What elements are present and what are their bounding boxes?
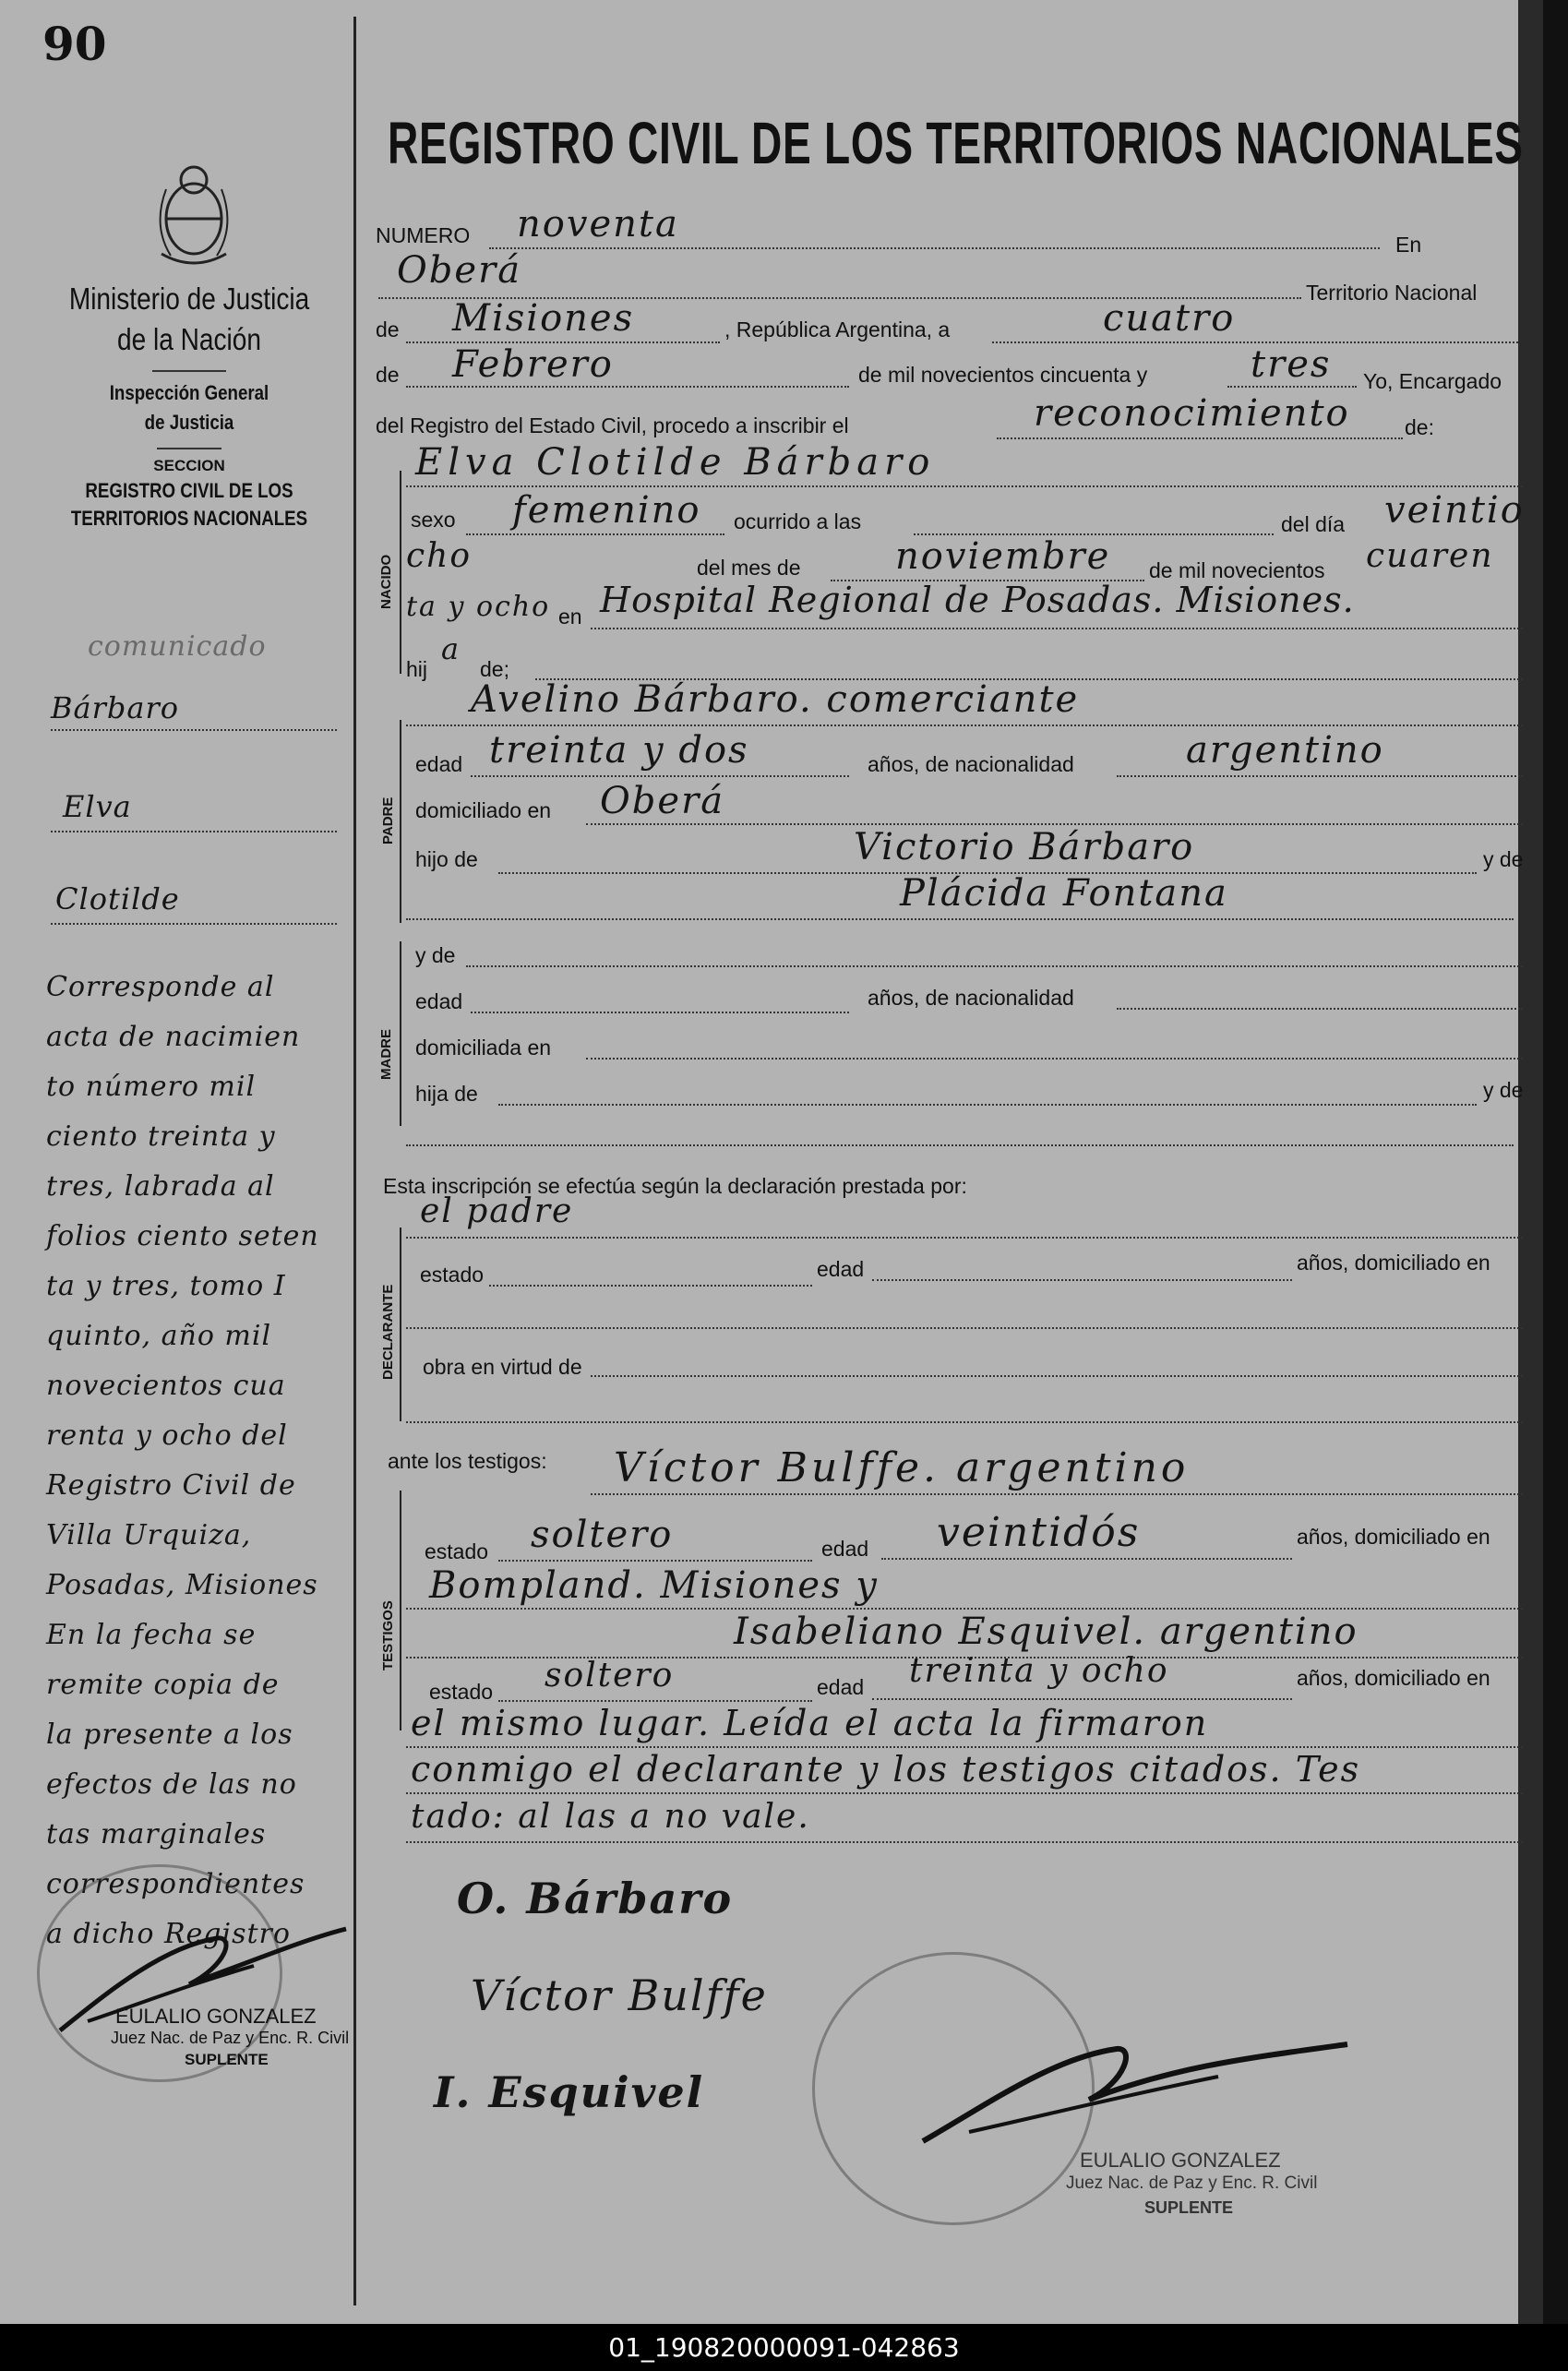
margin-note-line: Posadas, Misiones [46,1569,318,1601]
margin-note-line: ta y tres, tomo I [46,1270,286,1302]
closing3-line [406,1841,1523,1843]
ministry-block [37,281,341,531]
estado2-label: estado [425,1539,489,1563]
registro-label: del Registro del Estado Civil, procedo a inscribir el [376,413,849,437]
ocurrido-label: ocurrido a las [734,509,862,533]
margin-note-line: la presente a los [46,1718,293,1751]
t1-dom-line [406,1608,1523,1610]
margin-note-line: correspondientes [46,1868,305,1900]
t2-estado: soltero [545,1657,675,1694]
official-stamp-name: EULALIO GONZALEZ [1080,2149,1281,2172]
place-born-line [591,628,1523,629]
margin-surname-line [51,729,337,731]
nacido-label: NACIDO [378,554,394,609]
estado3-label: estado [429,1680,494,1704]
de-label: de [376,317,400,341]
edad3-line [872,1279,1292,1281]
de3-label: de: [1405,415,1434,439]
edad2-label: edad [415,989,463,1013]
madre-bracket [400,941,401,1126]
sexo-line [466,533,724,535]
father-value: Avelino Bárbaro. comerciante [471,678,1080,721]
de2-label: de [376,363,400,387]
month-born-value: noviembre [895,535,1111,578]
father-nat-line [1117,775,1523,777]
del-dia-label: del día [1281,512,1346,536]
sexo-label: sexo [411,508,456,532]
t1-estado: soltero [531,1514,674,1556]
closing3: tado: al las a no vale. [411,1798,810,1836]
margin-note-line: a dicho Registro [46,1918,291,1950]
hija-de-label: hija de [415,1082,478,1106]
de4-label: de; [480,657,509,681]
inspection-line1: Inspección General [109,381,269,404]
official-stamp-sub: SUPLENTE [1144,2198,1234,2217]
encargado-label: Yo, Encargado [1363,369,1502,393]
padre-label: PADRE [380,796,396,844]
republica-label: , República Argentina, a [724,317,951,341]
inspection-line2: de Justicia [144,411,234,434]
margin-first-name-line [51,831,337,832]
anos-dom2-label: años, domiciliado en [1297,1525,1490,1549]
day-born-value: veintio [1384,489,1525,532]
declarante-line [406,1237,1523,1239]
margin-note-line: renta y ocho del [46,1419,288,1452]
margin-stamp-name: EULALIO GONZALEZ [115,2005,317,2028]
margin-note-line: acta de nacimien [46,1021,301,1053]
hij-value: a [441,631,461,666]
father-dom-line [586,823,1523,825]
page-number: 90 [42,17,107,71]
edad-label: edad [415,752,463,776]
ante-label: ante los testigos: [388,1449,547,1473]
act-line [997,437,1403,439]
edad5-label: edad [817,1675,865,1699]
t2-estado-line [498,1700,812,1702]
registry-line2: TERRITORIOS NACIONALES [70,507,308,530]
en-label2: en [558,605,582,629]
declarante-value: el padre [420,1192,574,1230]
closing1-line [406,1746,1523,1748]
estado-line [489,1285,812,1287]
official-stamp-role: Juez Nac. de Paz y Enc. R. Civil [1066,2173,1318,2193]
margin-note-line: Corresponde al [46,971,275,1003]
margin-first-name: Elva [63,789,132,824]
testigos-label: TESTIGOS [380,1600,396,1670]
testigo1-line [591,1493,1523,1495]
anos-dom3-label: años, domiciliado en [1297,1666,1490,1690]
testigo1: Víctor Bulffe. argentino [614,1444,1190,1491]
margin-note-line: tres, labrada al [46,1170,275,1203]
month-line [406,386,849,388]
margin-note-line: tas marginales [46,1818,267,1850]
place-value: Oberá [397,249,522,292]
year-label: de mil novecientos cincuenta y [858,363,1148,387]
grandmother-line [406,918,1514,920]
y-de2-label: y de [415,943,456,967]
madre-nat-line [1117,1008,1523,1010]
coat-of-arms-icon [143,152,245,272]
official-signature [914,2030,1357,2150]
de-mil-label: de mil novecientos [1149,558,1325,582]
testigos-bracket [400,1491,401,1730]
signature-witness1: Víctor Bulffe [471,1970,768,2020]
grandmother: Plácida Fontana [900,872,1228,915]
margin-note-line: ciento treinta y [46,1120,276,1153]
year-line [1227,386,1357,388]
numero-label: NUMERO [376,223,471,247]
en-label: En [1395,233,1422,257]
dom-line [406,1327,1523,1329]
margin-note-line: En la fecha se [46,1619,257,1651]
year-born-value: cuaren [1366,537,1494,575]
hijo-de-label: hijo de [415,847,478,871]
document-title: REGISTRO CIVIL DE LOS TERRITORIOS NACIONALES [388,110,1524,176]
person-name-line [406,485,1523,487]
territorio-label: Territorio Nacional [1306,281,1478,305]
obra-line [591,1375,1523,1377]
hij-label: hij [406,657,428,681]
father-nat: argentino [1186,729,1384,772]
nacido-bracket [400,471,401,674]
testigo2: Isabeliano Esquivel. argentino [734,1611,1359,1653]
father-age-line [471,775,849,777]
person-name: Elva Clotilde Bárbaro [415,441,936,484]
obra-label: obra en virtud de [423,1355,582,1379]
margin-stamp-role: Juez Nac. de Paz y Enc. R. Civil [111,2029,350,2047]
t2-age-line [872,1698,1292,1700]
margin-note-line: efectos de las no [46,1768,297,1801]
father-line [406,724,1523,726]
grandfather: Victorio Bárbaro [854,826,1195,868]
numero-line [489,247,1380,249]
y-de-label: y de [1483,847,1524,871]
anos-nac2-label: años, de nacionalidad [868,986,1074,1010]
domiciliado-label: domiciliado en [415,798,552,822]
t1-dom: Bompland. Misiones y [429,1564,879,1607]
closing2: conmigo el declarante y los testigos citados. Tes [411,1749,1361,1790]
madre-dom-line [586,1058,1523,1060]
day-born-value2: cho [406,537,473,575]
madre-parents-line [498,1104,1477,1106]
section-label: SECCION [153,457,225,474]
act-value: reconocimiento [1034,392,1350,435]
declarante-label: DECLARANTE [380,1284,396,1380]
madre-line1 [466,965,1523,967]
margin-note-line: remite copia de [46,1669,280,1701]
anos-dom-label: años, domiciliado en [1297,1251,1490,1275]
ministry-line2: de la Nación [117,322,261,356]
father-dom: Oberá [600,780,725,822]
madre-label: MADRE [378,1029,394,1080]
margin-comunicado: comunicado [88,630,267,663]
margin-note-line: folios ciento seten [46,1220,319,1252]
margin-note-line: to número mil [46,1071,257,1103]
anos-nac-label: años, de nacionalidad [868,752,1074,776]
registry-line1: REGISTRO CIVIL DE LOS [85,479,293,502]
closing2-line [406,1792,1523,1794]
margin-stamp-sub: SUPLENTE [185,2051,269,2068]
closing1: el mismo lugar. Leída el acta la firmaron [411,1703,1209,1743]
t1-age-line [881,1558,1292,1560]
numero-value: noventa [517,203,679,245]
sexo-value: femenino [512,489,701,532]
margin-note-line: quinto, año mil [46,1320,272,1352]
estado-label: estado [420,1263,485,1287]
y-de3-label: y de [1483,1078,1524,1102]
binding-shadow [1518,0,1543,2324]
month-value: Febrero [452,343,614,386]
t2-age: treinta y ocho [909,1652,1169,1690]
ministry-line1: Ministerio de Justicia [68,281,310,316]
del-mes-label: del mes de [697,556,801,580]
domiciliada-label: domiciliada en [415,1036,552,1060]
ministry-divider [152,370,226,372]
t1-estado-line [498,1560,812,1562]
madre-age-line [471,1012,849,1013]
margin-note-line: Villa Urquiza, [46,1519,252,1551]
madre-parents-line2 [406,1144,1514,1146]
edad4-label: edad [821,1537,869,1561]
year-born-value2: ta y ocho [406,591,551,623]
declarante-bracket [400,1227,401,1421]
place-born-value: Hospital Regional de Posadas. Misiones. [600,580,1355,620]
day-value: cuatro [1103,297,1236,340]
ministry-divider2 [157,448,221,449]
margin-note-line: novecientos cua [46,1370,286,1402]
esta-label: Esta inscripción se efectúa según la declaración prestada por: [383,1174,967,1198]
father-age: treinta y dos [489,729,749,772]
t1-age: veintidós [937,1509,1141,1556]
territory-value: Misiones [452,297,635,340]
edad3-label: edad [817,1257,865,1281]
margin-middle-name: Clotilde [55,881,180,916]
padre-bracket [400,720,401,923]
obra-line2 [406,1421,1523,1423]
margin-middle-name-line [51,923,337,925]
year-value: tres [1251,343,1332,386]
margin-surname: Bárbaro [51,690,180,725]
signature-witness2: I. Esquivel [434,2067,705,2117]
image-id-footer: 01_190820000091-042863 [0,2324,1568,2371]
margin-note-line: Registro Civil de [46,1469,296,1502]
signature-declarante: O. Bárbaro [457,1874,734,1923]
